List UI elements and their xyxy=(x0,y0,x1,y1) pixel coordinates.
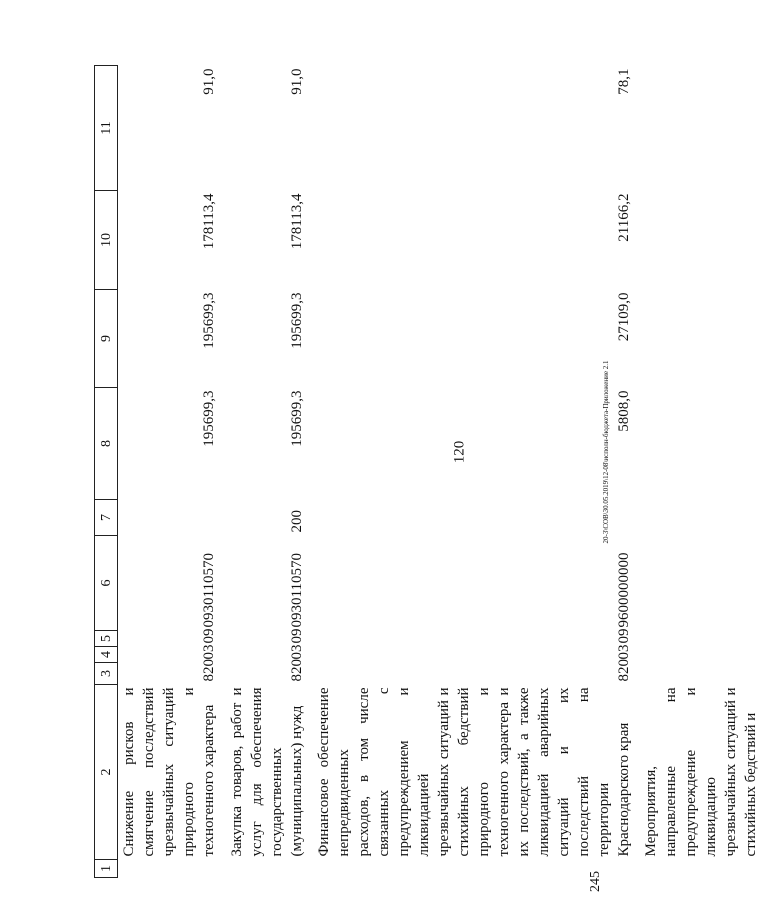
cell-expense-type: 200 xyxy=(288,510,305,533)
cell-target-article: 0930110570 xyxy=(200,553,217,628)
cell-col-11: 78,1 xyxy=(615,68,632,95)
cell-col-8: 195699,3 xyxy=(288,390,305,447)
cell-expense-type xyxy=(640,500,768,536)
cell-col-1 xyxy=(226,860,314,878)
budget-table xyxy=(94,65,768,878)
cell-col-10: 21166,2 xyxy=(615,193,632,242)
header-col-7: 7 xyxy=(95,500,118,536)
cell-target-article: 9600000000 xyxy=(615,552,632,628)
cell-col-11: 91,0 xyxy=(200,68,217,95)
cell-section xyxy=(640,647,768,663)
cell-col-8: 5808,0 xyxy=(615,390,632,432)
cell-col-9: 27109,0 xyxy=(615,292,632,342)
header-col-11: 11 xyxy=(95,66,118,191)
cell-expense-type xyxy=(313,500,640,536)
cell-description: Снижение рисков и смягчение последствий чрезвычайных ситуаций природного и техногенного характера xyxy=(121,687,217,857)
cell-subsection: 09 xyxy=(288,628,305,644)
cell-col-1 xyxy=(118,860,226,878)
cell-col-1 xyxy=(313,860,640,878)
cell-col-10: 178113,4 xyxy=(200,193,217,250)
table-row xyxy=(313,66,640,878)
cell-description: Мероприятия, направленные на предупреждение и ликвидацию чрезвычайных ситуаций и стихийных бедствий и xyxy=(643,687,760,857)
cell-ministry-code: 820 xyxy=(615,659,632,682)
cell-target-article xyxy=(640,536,768,631)
header-col-4: 4 xyxy=(95,647,118,663)
cell-section: 03 xyxy=(288,644,305,660)
cell-section: 03 xyxy=(200,644,217,660)
table-header-row xyxy=(95,66,118,878)
header-col-6: 6 xyxy=(95,536,118,631)
sheet-number: 245 xyxy=(588,871,603,892)
cell-subsection xyxy=(640,631,768,647)
cell-subsection: 09 xyxy=(200,628,217,644)
cell-target-article: 0930110570 xyxy=(288,553,305,628)
footer-path: 20-3\СОВ\30.05.2019\12-08\исполн-бюджета-Приложение 2.1 xyxy=(602,360,610,544)
cell-expense-type xyxy=(118,500,226,536)
cell-ministry-code: 820 xyxy=(200,659,217,682)
header-col-8: 8 xyxy=(95,388,118,500)
cell-ministry-code xyxy=(640,663,768,685)
cell-description: Закупка товаров, работ и услуг для обеспечения государственных (муниципальных) нужд xyxy=(228,687,305,857)
cell-col-11 xyxy=(640,66,768,191)
cell-col-8: 195699,3 xyxy=(200,390,217,447)
header-col-3: 3 xyxy=(95,663,118,685)
header-col-5: 5 xyxy=(95,631,118,647)
cell-col-9: 195699,3 xyxy=(200,292,217,349)
header-col-10: 10 xyxy=(95,191,118,290)
header-col-9: 9 xyxy=(95,290,118,388)
cell-section: 03 xyxy=(615,644,632,660)
cell-col-8 xyxy=(640,388,768,500)
table-row xyxy=(640,66,768,878)
cell-col-11: 91,0 xyxy=(288,68,305,95)
cell-col-10: 178113,4 xyxy=(288,193,305,250)
page-number: 120 xyxy=(451,440,468,464)
table-row xyxy=(118,66,226,878)
cell-subsection: 09 xyxy=(615,628,632,644)
cell-col-9 xyxy=(640,290,768,388)
cell-col-10 xyxy=(640,191,768,290)
cell-description: Финансовое обеспечение непредвиденных расходов, в том числе связанных с предупреждением и ликвидацией чрезвычайных ситуаций и стихийных бедствий природного и техногенного характера и их последствий, а также ликвидацией аварийных ситуаций и их последствий на территории Краснодарского края xyxy=(316,687,632,857)
cell-col-1 xyxy=(640,860,768,878)
header-col-2: 2 xyxy=(95,685,118,860)
header-col-1: 1 xyxy=(95,860,118,878)
table-row xyxy=(226,66,314,878)
cell-ministry-code: 820 xyxy=(288,659,305,682)
cell-col-9: 195699,3 xyxy=(288,292,305,349)
